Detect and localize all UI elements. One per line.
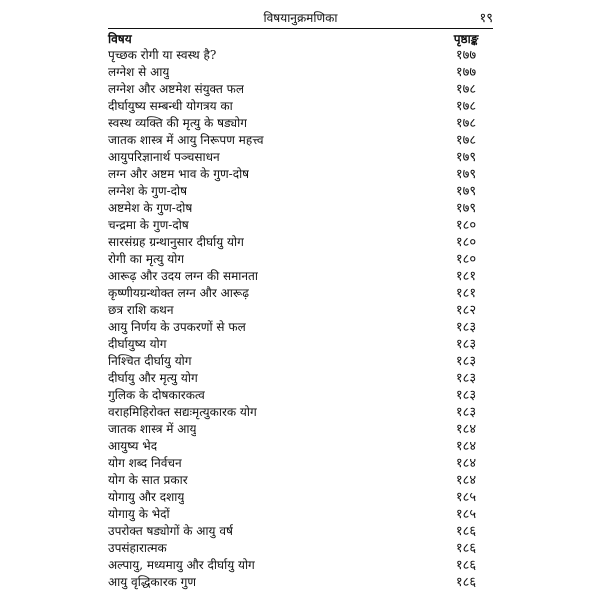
list-item: [108, 540, 493, 557]
entry-title: सारसंग्रह ग्रन्थानुसार दीर्घायु योग: [108, 235, 244, 249]
header-rule: [108, 28, 493, 29]
list-item: [108, 387, 493, 404]
list-item: [108, 47, 493, 64]
subject-column-header: विषय: [108, 32, 132, 46]
list-item: [108, 81, 493, 98]
entry-page-number: १८३: [455, 371, 477, 386]
entry-page-number: १८५: [455, 507, 477, 522]
list-item: [108, 319, 493, 336]
entry-title: अष्टमेश के गुण-दोष: [108, 201, 193, 215]
entry-page-number: १८६: [455, 558, 477, 573]
entry-page-number: १७८: [455, 82, 477, 97]
entry-title: रोगी का मृत्यु योग: [108, 252, 185, 266]
list-item: [108, 370, 493, 387]
entry-page-number: १८१: [455, 286, 477, 301]
entry-title: दीर्घायुष्य सम्बन्धी योगत्रय का: [108, 99, 233, 113]
entry-page-number: १७९: [455, 201, 477, 216]
entry-page-number: १७९: [455, 184, 477, 199]
page-header: [108, 8, 493, 26]
entry-page-number: १८३: [455, 354, 477, 369]
entry-page-number: १८६: [455, 524, 477, 539]
list-item: [108, 268, 493, 285]
list-item: [108, 115, 493, 132]
entry-title: लग्न और अष्टम भाव के गुण-दोष: [108, 167, 250, 181]
page-column-header: पृष्ठाङ्क: [453, 32, 479, 46]
list-item: [108, 285, 493, 302]
entry-title: कृष्णीयग्रन्थोक्त लग्न और आरूढ़: [108, 286, 249, 300]
entry-title: योगायु और दशायु: [108, 490, 185, 504]
list-item: [108, 421, 493, 438]
list-item: [108, 404, 493, 421]
entry-title: स्वस्थ व्यक्ति की मृत्यु के षड्योग: [108, 116, 247, 130]
list-item: [108, 234, 493, 251]
page-number: १९: [479, 11, 493, 26]
entry-page-number: १८४: [455, 473, 477, 488]
list-item: [108, 455, 493, 472]
list-item: [108, 472, 493, 489]
entry-page-number: १८३: [455, 320, 477, 335]
entry-title: आरूढ़ और उदय लग्न की समानता: [108, 269, 259, 283]
list-item: [108, 166, 493, 183]
entry-title: दीर्घायु और मृत्यु योग: [108, 371, 198, 385]
entry-title: आयुपरिज्ञानार्थ पञ्चसाधन: [108, 150, 220, 164]
running-title: विषयानुक्रमणिका: [263, 11, 338, 25]
entry-page-number: १८५: [455, 490, 477, 505]
entry-title: दीर्घायुष्य योग: [108, 337, 167, 351]
list-item: [108, 217, 493, 234]
list-item: [108, 353, 493, 370]
entry-title: आयु वृद्धिकारक गुण: [108, 575, 197, 589]
list-item: [108, 557, 493, 574]
list-item: [108, 574, 493, 591]
entry-page-number: १८३: [455, 388, 477, 403]
entry-title: अल्पायु, मध्यमायु और दीर्घायु योग: [108, 558, 255, 572]
entry-title: उपसंहारात्मक: [108, 541, 167, 555]
entry-page-number: १८३: [455, 337, 477, 352]
entry-title: योगायु के भेदों: [108, 507, 170, 521]
entry-title: पृच्छक रोगी या स्वस्थ है?: [108, 48, 217, 62]
list-item: [108, 64, 493, 81]
column-headers: [108, 31, 493, 47]
entry-title: आयु निर्णय के उपकरणों से फल: [108, 320, 246, 334]
entry-page-number: १८३: [455, 405, 477, 420]
list-item: [108, 336, 493, 353]
entry-page-number: १७७: [455, 65, 477, 80]
entry-title: योग शब्द निर्वचन: [108, 456, 182, 470]
list-item: [108, 523, 493, 540]
entry-page-number: १८६: [455, 575, 477, 590]
entry-page-number: १७७: [455, 48, 477, 63]
list-item: [108, 251, 493, 268]
entry-title: लग्नेश से आयु: [108, 65, 170, 79]
list-item: [108, 506, 493, 523]
entry-page-number: १८६: [455, 541, 477, 556]
entry-page-number: १८०: [455, 252, 477, 267]
entry-title: उपरोक्त षड्योगों के आयु वर्ष: [108, 524, 233, 538]
entry-page-number: १७९: [455, 150, 477, 165]
entry-page-number: १७९: [455, 167, 477, 182]
entry-page-number: १८०: [455, 235, 477, 250]
list-item: [108, 489, 493, 506]
list-item: [108, 200, 493, 217]
entry-title: चन्द्रमा के गुण-दोष: [108, 218, 189, 232]
entry-title: लग्नेश और अष्टमेश संयुक्त फल: [108, 82, 245, 96]
entry-page-number: १८०: [455, 218, 477, 233]
list-item: [108, 438, 493, 455]
list-item: [108, 98, 493, 115]
entry-page-number: १७८: [455, 133, 477, 148]
entry-page-number: १८४: [455, 456, 477, 471]
entry-title: लग्नेश के गुण-दोष: [108, 184, 188, 198]
entry-title: आयुष्य भेद: [108, 439, 158, 453]
list-item: [108, 183, 493, 200]
entry-title: वराहमिहिरोक्त सद्यःमृत्युकारक योग: [108, 405, 257, 419]
entry-title: जातक शास्त्र में आयु: [108, 422, 197, 436]
entry-page-number: १८४: [455, 439, 477, 454]
contents-list: [108, 47, 493, 591]
list-item: [108, 132, 493, 149]
entry-title: निश्चित दीर्घायु योग: [108, 354, 192, 368]
entry-title: गुलिक के दोषकारकत्व: [108, 388, 205, 402]
entry-page-number: १८२: [455, 303, 477, 318]
list-item: [108, 149, 493, 166]
entry-page-number: १७८: [455, 99, 477, 114]
contents-page: [108, 8, 493, 591]
entry-page-number: १७८: [455, 116, 477, 131]
entry-page-number: १८४: [455, 422, 477, 437]
entry-title: छत्र राशि कथन: [108, 303, 174, 317]
entry-page-number: १८१: [455, 269, 477, 284]
list-item: [108, 302, 493, 319]
entry-title: योग के सात प्रकार: [108, 473, 188, 487]
entry-title: जातक शास्त्र में आयु निरूपण महत्त्व: [108, 133, 264, 147]
